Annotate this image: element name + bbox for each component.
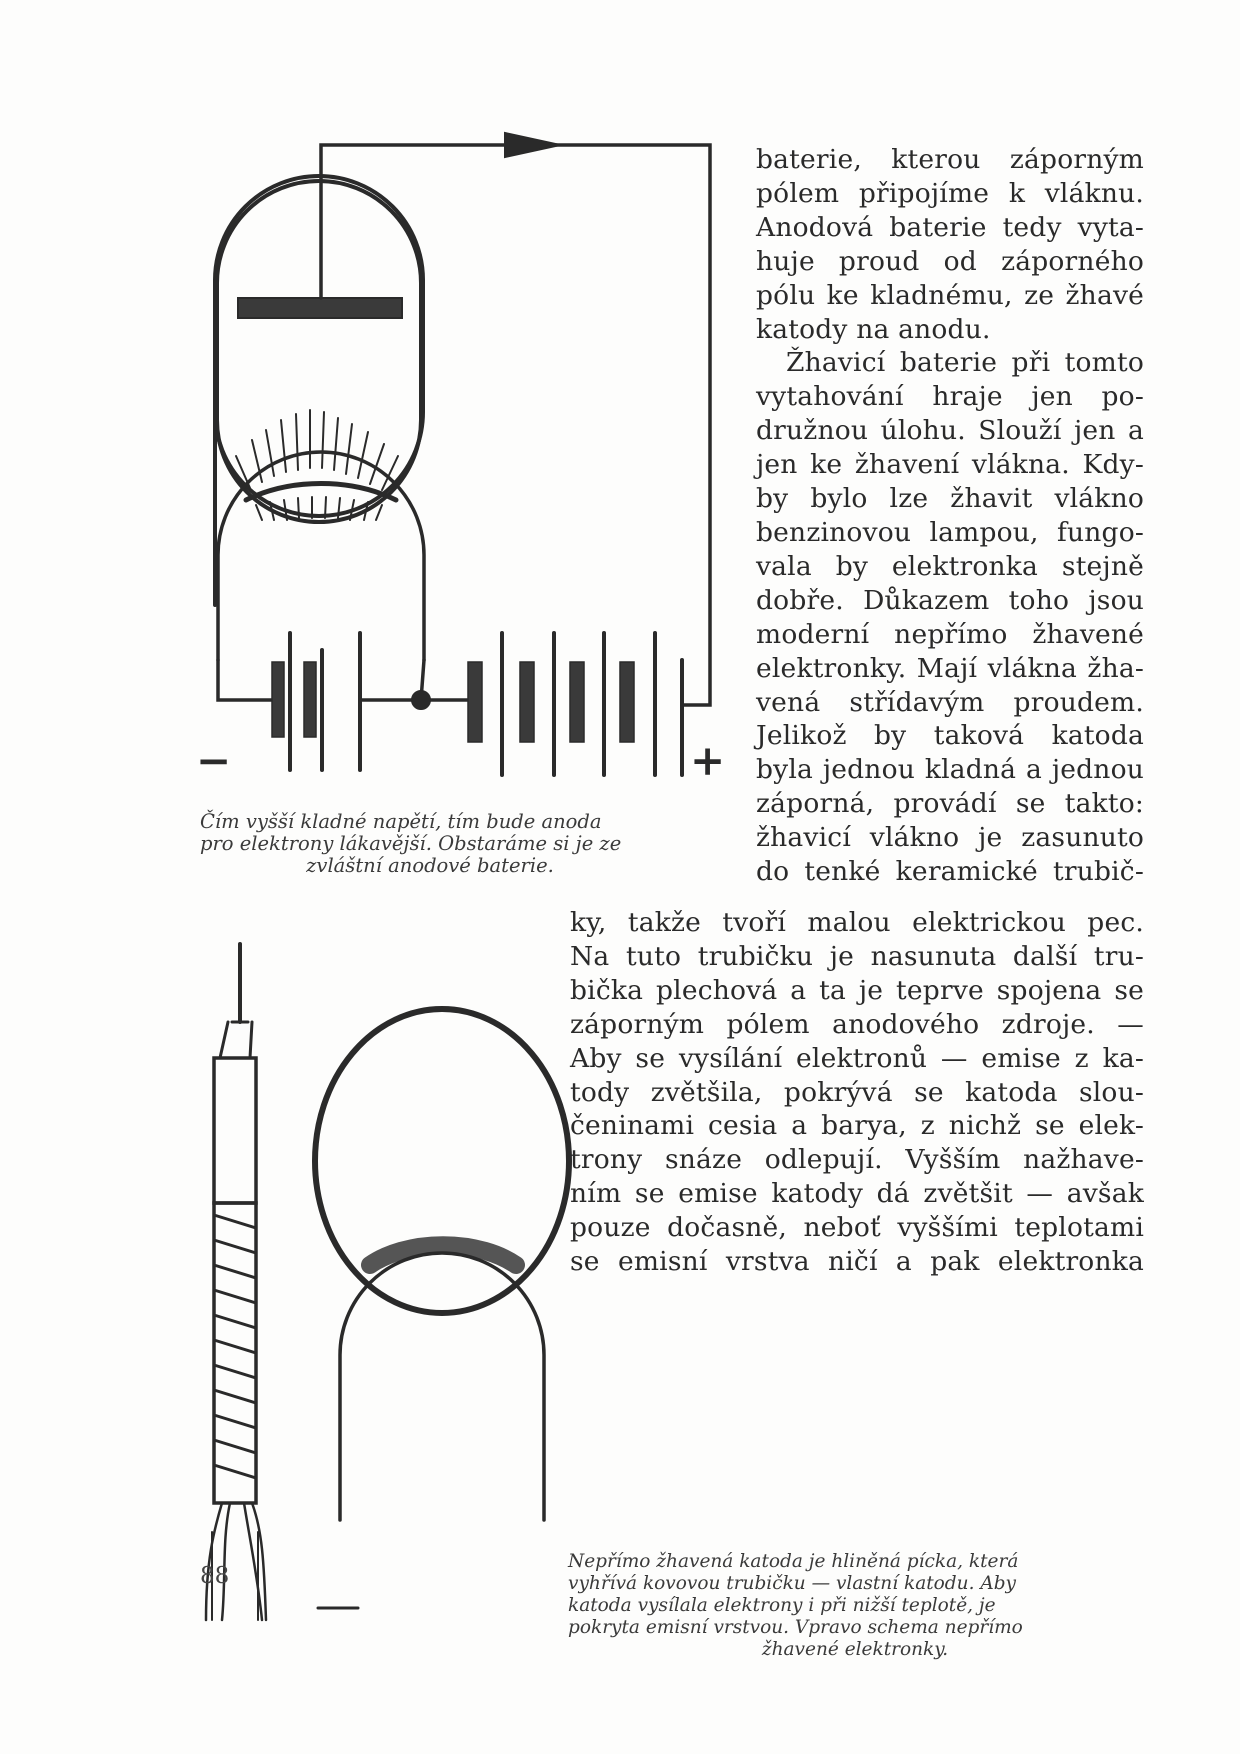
text-line: benzinovou lampou, fungo- — [756, 516, 1144, 548]
heater-battery — [272, 633, 360, 770]
current-arrow — [505, 133, 560, 157]
text-line: pólu ke kladnému, ze žhavé — [756, 279, 1144, 311]
text-line: ním se emise katody dá zvětšit — avšak — [570, 1178, 1144, 1210]
text-line: huje proud od záporného — [756, 245, 1144, 277]
caption-line: vyhřívá kovovou trubičku — vlastní katodu. Aby — [568, 1573, 1016, 1594]
anode-plate — [238, 298, 402, 318]
text-line: žhavicí vlákno je zasunuto — [756, 822, 1144, 854]
text-line: dobře. Důkazem toho jsou — [756, 584, 1144, 616]
text-line: ky, takže tvoří malou elektrickou pec. — [570, 907, 1144, 938]
text-line: do tenké keramické trubič- — [756, 856, 1144, 888]
caption-line: žhavené elektronky. — [761, 1639, 949, 1660]
text-line: vytahování hraje jen po- — [756, 381, 1144, 413]
schema-cathode — [370, 1245, 516, 1265]
cathode-sleeve — [214, 1058, 256, 1203]
schema-heater — [340, 1253, 544, 1520]
plus-label-top: + — [690, 736, 726, 785]
text-line: baterie, kterou záporným — [756, 144, 1144, 175]
text-line: byla jednou kladná a jednou — [756, 754, 1144, 786]
text-line: trony snáze odlepují. Vyšším nažhave- — [570, 1144, 1144, 1176]
text-line: vená střídavým proudem. — [756, 686, 1144, 718]
caption-line: pro elektrony lákavější. Obstaráme si je ze — [200, 832, 622, 855]
tube-schema-figure — [315, 1009, 569, 1608]
heater-wire — [218, 660, 275, 700]
minus-label-top: − — [196, 736, 232, 785]
heater-coil — [214, 1215, 256, 1478]
text-line: Jelikož by taková katoda — [756, 720, 1144, 752]
text-line: vala by elektronka stejně — [756, 550, 1144, 582]
text-line: jen ke žhavení vlákna. Kdy- — [756, 449, 1144, 481]
body-text-column — [756, 143, 1144, 889]
anode-lead — [321, 145, 710, 705]
text-line: moderní nepřímo žhavené — [756, 618, 1144, 650]
text-line: záporná, provádí se takto: — [756, 788, 1144, 820]
figure-caption-bottom — [568, 1551, 1142, 1661]
figure-caption-top — [200, 811, 730, 877]
text-line: Na tuto trubičku je nasunuta další tru- — [570, 940, 1144, 972]
text-line: Anodová baterie tedy vyta- — [756, 211, 1144, 243]
text-line: elektronky. Mají vlákna žha- — [756, 652, 1144, 684]
caption-line: katoda vysílala elektrony i při nižší teplotě, je — [568, 1595, 996, 1616]
anode-battery — [468, 633, 682, 775]
text-line: Aby se vysílání elektronů — emise z ka- — [570, 1042, 1144, 1074]
text-line: čeninami cesia a barya, z nichž se elek- — [570, 1110, 1144, 1142]
text-line: Žhavicí baterie při tomto — [786, 347, 1144, 379]
caption-line: Čím vyšší kladné napětí, tím bude anoda — [200, 810, 602, 833]
triode-circuit-figure — [215, 133, 710, 775]
text-line: katody na anodu. — [756, 313, 991, 345]
tube-envelope — [215, 176, 423, 605]
caption-line: pokryta emisní vrstvou. Vpravo schema nepřímo — [568, 1617, 1023, 1638]
body-text-wide — [570, 906, 1144, 1279]
text-line: tody zvětšila, pokrývá se katoda slou- — [570, 1076, 1144, 1108]
schema-envelope — [315, 1009, 569, 1313]
text-line: se emisní vrstva ničí a pak elektronka — [570, 1246, 1144, 1278]
page-number: 88 — [200, 1563, 230, 1589]
text-line: by bylo lze žhavit vlákno — [756, 483, 1144, 515]
caption-line: zvláštní anodové baterie. — [306, 854, 554, 877]
cathode-arc — [246, 484, 396, 500]
text-line: pólem připojíme k vláknu. — [756, 177, 1144, 209]
text-line: družnou úlohu. Slouží jen a — [756, 415, 1144, 447]
caption-line: Nepřímo žhavená katoda je hliněná pícka, která — [568, 1551, 1019, 1572]
text-line: záporným pólem anodového zdroje. — — [570, 1008, 1144, 1040]
text-line: bička plechová a ta je teprve spojena se — [570, 974, 1144, 1006]
text-line: pouze dočasně, neboť vyššími teplotami — [570, 1212, 1144, 1244]
indirect-cathode-figure — [206, 944, 266, 1620]
